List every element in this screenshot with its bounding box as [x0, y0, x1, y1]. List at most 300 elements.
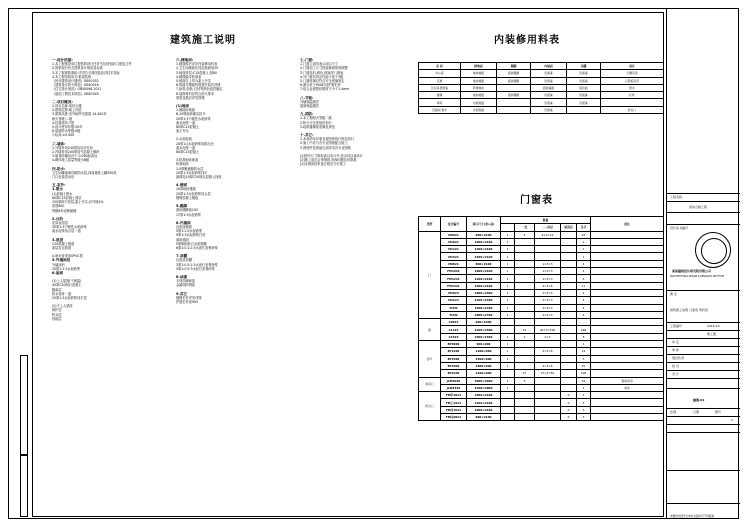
door-group-name: 窗 [419, 319, 441, 341]
door-cell: 1 [501, 268, 515, 275]
door-cell [561, 231, 577, 238]
door-cell: FM乙1221 [441, 399, 467, 406]
door-cell: 1×3=3 [535, 260, 561, 267]
note-line: 4.外门窗抗风压性能不低于3级 [300, 74, 344, 79]
door-cell: 1 [501, 384, 515, 391]
door-cell: 1 [501, 311, 515, 318]
door-cell: M1824 [441, 289, 467, 296]
door-cell: 4 [577, 311, 591, 318]
door-cell: 4 [515, 231, 535, 238]
note-line: 5厚1:2.5水泥砂浆 [176, 229, 203, 234]
finish-table-row [419, 77, 664, 84]
door-cell: 800×2100 [467, 260, 501, 267]
note-line: 面砖墙面 [176, 237, 189, 242]
note-line: C20混凝土坡道 [52, 241, 75, 246]
note-line: 防滑地砖 [176, 162, 189, 167]
finish-cell: 地砖楼面 [461, 70, 497, 77]
door-cell [535, 246, 561, 253]
door-cell [535, 319, 561, 326]
door-cell: 1 [577, 238, 591, 245]
finish-table-row [419, 99, 664, 106]
tb-license: 设计证书编号 [670, 226, 689, 230]
door-cell [591, 253, 664, 260]
note-line: 3.墙身防潮层设于-0.060标高处 [52, 154, 98, 159]
door-cell: 4×3=12 [535, 231, 561, 238]
door-cell: 1500×1500 [467, 333, 501, 340]
door-cell: 1 [501, 297, 515, 304]
note-line: (1)上人屋面(不保温) [52, 279, 82, 284]
door-cell: 1 [501, 260, 515, 267]
door-cell: FM丙0821 [441, 414, 467, 421]
door-cell: 900×1500 [467, 319, 501, 326]
door-cell: 168 [577, 326, 591, 333]
door-header-type: 类型 [419, 217, 441, 232]
tb-footer: 本图纸未经设计单位书面许可不得复制 [670, 515, 715, 518]
door-table-row [419, 253, 664, 260]
note-line: 4.砌体施工质量等级为B级 [52, 158, 90, 163]
door-table-row [419, 282, 664, 289]
door-cell [591, 414, 664, 421]
note-line: 素水泥浆一道 [176, 145, 196, 150]
note-line: 《屋面工程技术规范》GB50345 [52, 91, 99, 96]
finish-cell: 设备间,管井 [419, 106, 461, 113]
door-cell [501, 414, 515, 421]
note-line: 门口处设挡水坎 [52, 175, 75, 180]
note-line: 《住宅设计规范》GB50096-2011 [52, 87, 102, 92]
tb-role-2: 审 核 [672, 348, 679, 352]
door-cell [561, 260, 577, 267]
door-cell: 2 [577, 392, 591, 399]
tb-role-5: 设 计 [672, 372, 679, 376]
door-cell: 1 [577, 253, 591, 260]
door-cell: 1 [501, 246, 515, 253]
door-cell: 1 [501, 289, 515, 296]
finish-cell: 水泥地面 [461, 106, 497, 113]
door-cell [535, 238, 561, 245]
finish-cell: 防滑地砖 [461, 84, 497, 91]
door-table-row [419, 268, 664, 275]
door-cell: 1 [501, 377, 515, 384]
door-table-row [419, 275, 664, 282]
door-cell [591, 355, 664, 362]
door-table-row [419, 304, 664, 311]
finish-table-header [419, 63, 664, 70]
binding-strip-lower [20, 455, 28, 517]
door-cell [591, 341, 664, 348]
tb-sheet-no-label: 图号 [715, 410, 722, 414]
door-cell: M1021 [441, 238, 467, 245]
note-line: 8-10厚地砖铺实拍平 [176, 112, 206, 117]
tb-project-label: 工程名称 [670, 195, 683, 199]
note-line: 《民用建筑设计通则》GB50352 [52, 79, 99, 84]
finish-cell [601, 99, 664, 106]
note-line: 厚度及做法详见图集 [176, 95, 205, 100]
tb-role-3: 项目负责 [672, 356, 685, 360]
door-cell [515, 297, 535, 304]
door-table-row [419, 246, 664, 253]
note-line: 钢筋混凝土楼板 [176, 195, 199, 200]
finish-cell: 面砖踢脚 [497, 92, 531, 99]
door-cell [591, 304, 664, 311]
door-cell: M0821 [441, 260, 467, 267]
door-cell [515, 282, 535, 289]
finish-cell: 天棚吊顶 [601, 70, 664, 77]
note-line: 乳胶漆墙面 [176, 224, 192, 229]
finish-cell: 地砖楼面 [461, 77, 497, 84]
door-cell [515, 319, 535, 326]
door-cell [561, 289, 577, 296]
door-table-row [419, 377, 664, 384]
door-cell [501, 326, 515, 333]
door-cell: 2×3=6 [535, 348, 561, 355]
door-cell [501, 392, 515, 399]
door-cell [515, 238, 535, 245]
door-cell: 1000×2100 [467, 392, 501, 399]
door-cell [561, 326, 577, 333]
note-line: 6.管道井楼板待管道安装后封堵 [176, 83, 221, 88]
door-cell: JLM3330 [441, 384, 467, 391]
note-line: 楼梯栏杆详见详图 [176, 295, 202, 300]
door-cell: FM甲1021 [441, 392, 467, 399]
note-line: 1.本说明未尽事宜按国家现行规范执行 [300, 137, 355, 142]
note-line: 5.踢脚 [176, 204, 188, 209]
note-line: 6.屋面 [52, 270, 64, 275]
finish-cell: 面砖踢脚 [497, 77, 531, 84]
note-line: 80厚C15混凝土 [176, 125, 200, 130]
door-group-name: 防火门 [419, 392, 441, 421]
door-cell [515, 253, 535, 260]
door-cell [535, 414, 561, 421]
door-cell: 1200×2100 [467, 246, 501, 253]
door-cell [591, 246, 664, 253]
door-cell: BY1809 [441, 362, 467, 369]
door-cell: M0921 [441, 231, 467, 238]
door-cell [591, 238, 664, 245]
door-window-table [418, 216, 664, 421]
door-header-c1 [501, 224, 515, 231]
note-line: (2)不上人屋面 [52, 304, 73, 309]
door-cell [561, 304, 577, 311]
note-line: 3.地面垫层:C15混凝土,厚80 [176, 70, 217, 75]
finish-header-cell: 楼地面 [461, 63, 497, 70]
note-line: 60厚C15混凝土面层 [52, 195, 82, 200]
note-line: 外墙保温做法 [300, 99, 320, 104]
tb-drawing-name: 建筑施工说明 门窗表 用料表 [670, 308, 708, 312]
door-cell: 2100×2400 [467, 297, 501, 304]
binding-strip-upper [20, 355, 28, 455]
door-cell: 0 [561, 406, 577, 413]
door-cell: FM丙1021 [441, 406, 467, 413]
door-cell: 钢质卷帘 [591, 377, 664, 384]
note-line: 屋面保温做法 [300, 104, 320, 109]
note-line: 3.坡道 [52, 237, 64, 242]
door-cell [561, 377, 577, 384]
note-line: 乳胶漆顶棚 [176, 258, 192, 263]
note-line: 6.内墙面 [176, 220, 191, 225]
note-line: 面砖踢脚高100 [176, 208, 199, 213]
door-cell: 1×3=3 [535, 311, 561, 318]
door-cell [515, 384, 535, 391]
door-cell: 4 [577, 275, 591, 282]
door-cell: 32 [577, 377, 591, 384]
door-table-row [419, 319, 664, 326]
tb-project: 某综合楼工程 [689, 205, 708, 209]
door-cell: M2124 [441, 297, 467, 304]
door-cell [561, 311, 577, 318]
door-cell: 1×3=3 [535, 289, 561, 296]
note-line: 3.门窗选料,颜色,玻璃见门窗表 [300, 70, 344, 75]
door-cell: 1200×2100 [467, 399, 501, 406]
finish-cell: 水泥地面 [461, 99, 497, 106]
door-cell: C1215 [441, 326, 467, 333]
door-header-size: 洞口尺寸(宽×高) [467, 217, 501, 232]
note-line: 八.节能: [300, 95, 314, 100]
note-line: 宽度800 [52, 204, 65, 209]
tb-date: 日期 [693, 410, 700, 414]
finish-cell: 乳胶漆 [531, 106, 567, 113]
note-line: 1.铺地砖地面 [176, 108, 195, 113]
door-cell [515, 355, 535, 362]
note-line: 1.本工程耐火等级二级 [300, 116, 332, 121]
finish-cell: 防水 [601, 84, 664, 91]
note-line: 卫生间楼地面均做防水层,四周墙体上翻300高 [52, 170, 117, 175]
finish-cell: 走道 [419, 77, 461, 84]
door-cell [515, 392, 535, 399]
door-cell [515, 260, 535, 267]
door-cell: 12 [577, 348, 591, 355]
tb-scale: 比例 [670, 410, 677, 414]
door-cell: 1 [501, 238, 515, 245]
finish-cell: 卫生间,盥洗室 [419, 84, 461, 91]
note-line: 4.楼面 [176, 183, 188, 188]
notes-column-3 [300, 58, 410, 258]
door-header-c3: 屋顶层 [561, 224, 577, 231]
note-line: 外墙涂料 [52, 262, 65, 267]
note-line: 6.屋面防水等级:II级 [52, 129, 81, 134]
note-line: 80厚C15混凝土 [176, 150, 200, 155]
door-table-row [419, 260, 664, 267]
note-line: 5厚釉面砖白水泥擦缝 [176, 241, 207, 246]
door-cell: TLM1 [441, 304, 467, 311]
door-cell [515, 406, 535, 413]
note-line: 20厚1:2水泥砂浆抹面压光 [176, 141, 214, 146]
door-cell: C0915 [441, 319, 467, 326]
door-cell [591, 399, 664, 406]
note-line: 金属面防锈漆 [176, 283, 196, 288]
door-cell [591, 348, 664, 355]
door-cell [515, 246, 535, 253]
door-cell [515, 362, 535, 369]
note-line: 找坡层 [52, 316, 62, 321]
door-table-row [419, 384, 664, 391]
door-header-remark: 备注 [591, 217, 664, 232]
tb-sheet-no: 1 [731, 418, 733, 422]
door-cell: 1200×900 [467, 348, 501, 355]
door-cell: 4 [577, 260, 591, 267]
door-cell: 1×3=3 [535, 268, 561, 275]
note-line: 1.门窗立面均表示洞口尺寸 [300, 62, 339, 67]
door-cell [591, 282, 664, 289]
door-cell: 1500×2100 [467, 253, 501, 260]
finish-cell: 防火门 [601, 106, 664, 113]
door-header-c1b: 一层 [515, 224, 535, 231]
door-cell: 1 [501, 355, 515, 362]
finish-cell [567, 106, 601, 113]
door-cell: 1500×2700 [467, 304, 501, 311]
finish-cell: 栏杆 [601, 92, 664, 99]
door-cell [561, 297, 577, 304]
note-line: [1]图中尺寸除标高以米计外,其余均以毫米计 [300, 153, 363, 158]
note-line: 1.5厚聚氨酯防水层 [176, 166, 204, 171]
note-line: 20厚1:3水泥砂浆找平 [176, 170, 208, 175]
door-cell [591, 275, 664, 282]
note-line: 4.楼梯踏步防滑条 [176, 74, 202, 79]
door-cell: 1×3=3 [535, 304, 561, 311]
note-line: 40厚C20细石混凝土 [52, 283, 82, 288]
door-table-row [419, 231, 664, 238]
door-cell: BY0909 [441, 341, 467, 348]
door-cell [561, 319, 577, 326]
note-line: 2.台阶 [52, 216, 64, 221]
door-cell [561, 275, 577, 282]
door-cell [591, 297, 664, 304]
note-line: 7.顶棚 [176, 254, 188, 259]
note-line: 2.防火分区按规范划分 [300, 120, 332, 125]
door-table-row [419, 311, 664, 318]
door-table-row [419, 341, 664, 348]
door-cell: C1515 [441, 333, 467, 340]
door-header-total: 总计 [577, 224, 591, 231]
finish-cell: 办公室 [419, 70, 461, 77]
note-line: 3.疏散楼梯宽度满足规范 [300, 124, 335, 129]
finish-cell: 铝扣板 [567, 84, 601, 91]
door-cell: 1000×2100 [467, 238, 501, 245]
door-cell [535, 384, 561, 391]
note-line: 保护层 [52, 308, 62, 313]
note-line: 面层拉毛防滑 [52, 245, 72, 250]
door-cell [501, 399, 515, 406]
note-line: 2.卫生间地面比同层地面低20 [176, 66, 219, 71]
door-cell: 3 [577, 414, 591, 421]
door-table-row [419, 362, 664, 369]
door-cell [535, 399, 561, 406]
door-cell: 10 [577, 362, 591, 369]
construction-notes-title: 建筑施工说明 [170, 35, 236, 46]
door-cell: 1 [501, 231, 515, 238]
door-cell [591, 362, 664, 369]
door-cell: 0 [561, 392, 577, 399]
note-line: (1)混凝土散水 [52, 191, 73, 196]
note-line: 3.建筑高度:室外地坪至屋面 14.400米 [52, 112, 107, 117]
door-cell: 42 [515, 326, 535, 333]
note-line: 三.墙体: [52, 141, 66, 146]
door-table-row [419, 333, 664, 340]
door-cell: 4 [577, 289, 591, 296]
door-cell: 2×3 [535, 333, 561, 340]
door-cell: 4 [577, 297, 591, 304]
note-line: 素土夯实 [176, 129, 189, 134]
door-cell: 1 [577, 384, 591, 391]
door-cell [515, 304, 535, 311]
door-cell: FM1221 [441, 275, 467, 282]
door-cell: 1800×2700 [467, 311, 501, 318]
note-line: 《建筑设计防火规范》GB50016 [52, 83, 99, 88]
door-cell: BY1209 [441, 348, 467, 355]
door-cell [561, 238, 577, 245]
door-cell [515, 348, 535, 355]
finish-header-cell: 备注 [601, 63, 664, 70]
notes-column-1 [52, 58, 162, 508]
note-line: 20厚1:2.5水泥砂浆 [52, 266, 81, 271]
door-table-row [419, 414, 664, 421]
door-cell: 8 [577, 333, 591, 340]
door-cell [561, 282, 577, 289]
finish-table-row [419, 70, 664, 77]
note-line: 3.防滑地砖地面 [176, 158, 199, 163]
note-line: 一.设计依据: [52, 58, 73, 62]
design-institute-seal [695, 232, 731, 268]
door-cell: 1 [577, 246, 591, 253]
tb-sheet: 建施-01 [693, 398, 705, 402]
door-cell: 16 [577, 231, 591, 238]
door-group-name: 卷帘门 [419, 377, 441, 392]
door-table-row [419, 289, 664, 296]
tb-job-no-label: 工程编号 [670, 324, 683, 328]
finish-cell [497, 99, 531, 106]
door-cell [591, 260, 664, 267]
door-cell: 1 [501, 304, 515, 311]
note-line: 花岗岩面层 [52, 220, 68, 225]
door-cell: 1 [501, 282, 515, 289]
door-cell: 1×3=3 [535, 275, 561, 282]
door-cell: 4 [577, 268, 591, 275]
note-line: 3厚1:0.5:2.5水泥石灰膏砂浆 [176, 262, 218, 267]
door-group-name: 门 [419, 231, 441, 319]
door-cell [515, 311, 535, 318]
finish-table-row [419, 92, 664, 99]
door-cell [515, 414, 535, 421]
door-cell: TLM2 [441, 311, 467, 318]
door-cell: 电动 [591, 384, 664, 391]
door-table-row [419, 348, 664, 355]
door-header-c2: 二~四层 [535, 224, 561, 231]
note-line: 十.其它: [300, 133, 314, 138]
door-cell: 108 [577, 370, 591, 377]
note-line: 最薄处20厚C20细石混凝土找坡 [176, 175, 222, 180]
door-cell [591, 370, 664, 377]
door-cell [501, 406, 515, 413]
note-line: 七.门窗: [300, 58, 314, 62]
door-cell: 1 [501, 253, 515, 260]
door-cell: 1500×2100 [467, 282, 501, 289]
door-cell [535, 355, 561, 362]
door-cell [501, 370, 515, 377]
door-cell [535, 341, 561, 348]
door-cell [515, 268, 535, 275]
note-line: 2.水泥地面 [176, 137, 192, 142]
door-cell: 1 [501, 362, 515, 369]
door-cell [515, 275, 535, 282]
note-line: 6.窗台低于900时设护窗栏杆 [300, 83, 341, 88]
door-cell [535, 406, 561, 413]
finish-cell: 石膏板吊顶 [601, 77, 664, 84]
note-line: 4.抗震设防:7度 [52, 120, 75, 125]
note-line: 3.本工程建筑面积:详见总平面图及经济技术指标 [52, 70, 120, 75]
notes-column-2 [176, 58, 286, 508]
finish-cell: 楼梯 [419, 92, 461, 99]
finish-cell: 乳胶漆 [567, 92, 601, 99]
door-cell: 1800×900 [467, 362, 501, 369]
